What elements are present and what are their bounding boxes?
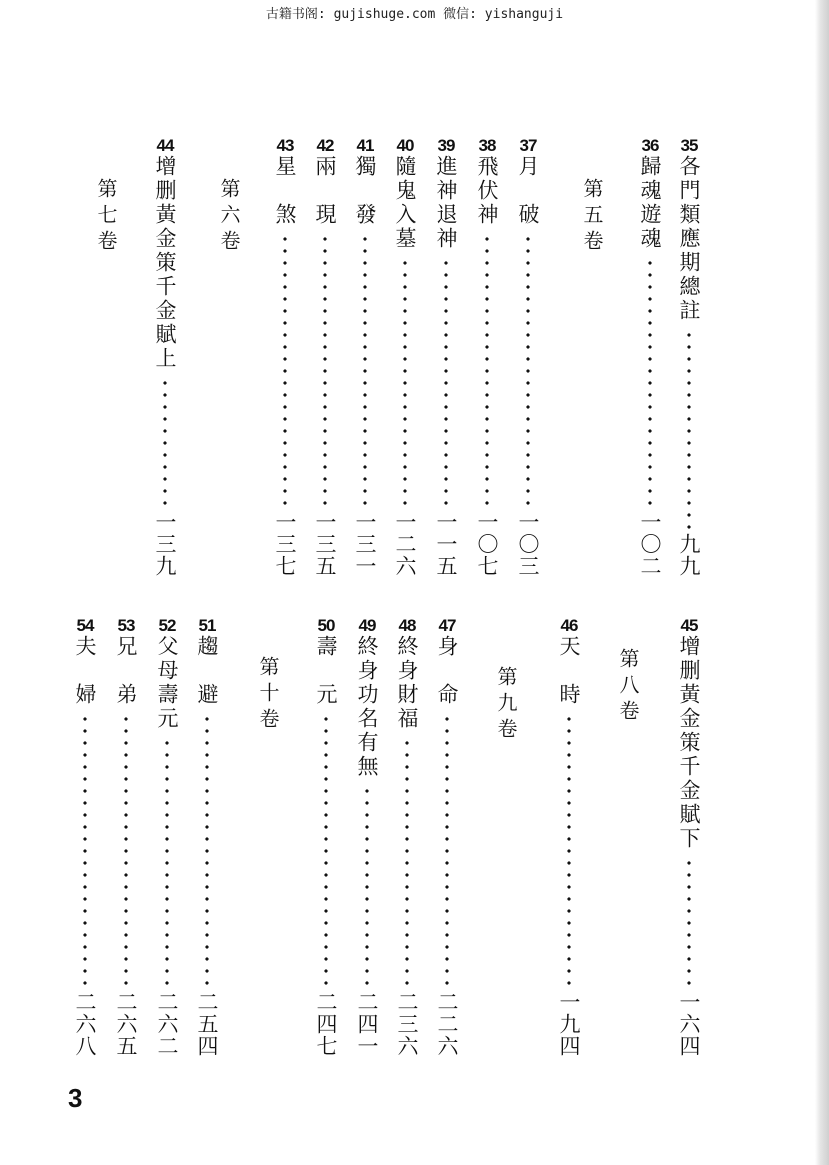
leader-dots bbox=[82, 713, 88, 987]
toc-entry-43[interactable] bbox=[268, 137, 302, 577]
toc-entry-49[interactable] bbox=[350, 617, 384, 1057]
entry-title: 終身功名有無 bbox=[355, 635, 379, 779]
entry-page: 九九 bbox=[677, 533, 701, 577]
entry-number: 50 bbox=[317, 616, 335, 635]
toc-entry-51[interactable] bbox=[190, 617, 224, 1057]
entry-number: 37 bbox=[519, 136, 537, 155]
page-edge-shadow bbox=[815, 0, 829, 1165]
leader-dots bbox=[123, 713, 129, 987]
entry-page: 一六四 bbox=[677, 991, 701, 1057]
toc-entry-45[interactable] bbox=[672, 617, 706, 1057]
entry-number: 42 bbox=[316, 136, 334, 155]
entry-title: 父母壽元 bbox=[155, 635, 179, 731]
watermark-header: 古籍书阁: gujishuge.com 微信: yishanguji bbox=[265, 7, 564, 22]
toc-entry-37[interactable] bbox=[511, 137, 545, 577]
leader-dots bbox=[282, 233, 288, 507]
leader-dots bbox=[647, 257, 653, 507]
entry-number: 47 bbox=[438, 616, 456, 635]
entry-number: 35 bbox=[680, 136, 698, 155]
entry-title: 身 命 bbox=[435, 635, 459, 707]
leader-dots bbox=[443, 257, 449, 507]
entry-page: 一三一 bbox=[353, 511, 377, 577]
page-number: 3 bbox=[68, 1083, 83, 1113]
toc-entry-53[interactable] bbox=[109, 617, 143, 1057]
entry-number: 44 bbox=[156, 136, 174, 155]
leader-dots bbox=[362, 233, 368, 507]
entry-title: 歸魂遊魂 bbox=[638, 155, 662, 251]
entry-title: 兄 弟 bbox=[114, 635, 138, 707]
entry-page: 二六五 bbox=[114, 991, 138, 1057]
entry-number: 53 bbox=[117, 616, 135, 635]
entry-title: 壽 元 bbox=[314, 635, 338, 707]
toc-entry-39[interactable] bbox=[429, 137, 463, 577]
entry-page: 二六二 bbox=[155, 991, 179, 1057]
toc-entry-46[interactable] bbox=[552, 617, 586, 1057]
entry-title: 飛伏神 bbox=[475, 155, 499, 227]
toc-entry-47[interactable] bbox=[430, 617, 464, 1057]
entry-page: 二四一 bbox=[355, 991, 379, 1057]
leader-dots bbox=[686, 329, 692, 529]
leader-dots bbox=[323, 713, 329, 987]
entry-title: 進神退神 bbox=[434, 155, 458, 251]
leader-dots bbox=[525, 233, 531, 507]
leader-dots bbox=[444, 713, 450, 987]
entry-title: 隨鬼入墓 bbox=[393, 155, 417, 251]
entry-number: 51 bbox=[198, 616, 216, 635]
toc-entry-50[interactable] bbox=[309, 617, 343, 1057]
entry-title: 終身財福 bbox=[395, 635, 419, 731]
leader-dots bbox=[164, 737, 170, 987]
leader-dots bbox=[364, 785, 370, 987]
section-heading-juan9: 第九卷 bbox=[494, 666, 518, 744]
entry-page: 一三五 bbox=[313, 511, 337, 577]
entry-title: 月 破 bbox=[516, 155, 540, 227]
entry-number: 36 bbox=[641, 136, 659, 155]
leader-dots bbox=[322, 233, 328, 507]
entry-number: 49 bbox=[358, 616, 376, 635]
entry-title: 各門類應期總註 bbox=[677, 155, 701, 323]
leader-dots bbox=[162, 377, 168, 507]
leader-dots bbox=[686, 857, 692, 987]
entry-page: 二六八 bbox=[73, 991, 97, 1057]
section-heading-juan5: 第五卷 bbox=[580, 178, 604, 256]
toc-entry-35[interactable] bbox=[672, 137, 706, 577]
section-heading-juan10: 第十卷 bbox=[256, 656, 280, 734]
entry-number: 40 bbox=[396, 136, 414, 155]
toc-entry-54[interactable] bbox=[68, 617, 102, 1057]
entry-page: 二二六 bbox=[435, 991, 459, 1057]
entry-number: 48 bbox=[398, 616, 416, 635]
entry-number: 45 bbox=[680, 616, 698, 635]
entry-title: 趨 避 bbox=[195, 635, 219, 707]
entry-title: 夫 婦 bbox=[73, 635, 97, 707]
toc-entry-44[interactable] bbox=[148, 137, 182, 577]
entry-title: 獨 發 bbox=[353, 155, 377, 227]
entry-page: 一〇七 bbox=[475, 511, 499, 577]
entry-title: 增删黃金策千金賦下 bbox=[677, 635, 701, 851]
toc-entry-52[interactable] bbox=[150, 617, 184, 1057]
entry-number: 46 bbox=[560, 616, 578, 635]
entry-title: 兩 現 bbox=[313, 155, 337, 227]
toc-entry-42[interactable] bbox=[308, 137, 342, 577]
entry-number: 39 bbox=[437, 136, 455, 155]
entry-title: 天 時 bbox=[557, 635, 581, 707]
toc-entry-41[interactable] bbox=[348, 137, 382, 577]
entry-page: 一一五 bbox=[434, 511, 458, 577]
entry-page: 一二六 bbox=[393, 511, 417, 577]
entry-number: 52 bbox=[158, 616, 176, 635]
toc-entry-40[interactable] bbox=[388, 137, 422, 577]
entry-number: 54 bbox=[76, 616, 94, 635]
toc-entry-48[interactable] bbox=[390, 617, 424, 1057]
section-heading-juan8: 第八卷 bbox=[616, 648, 640, 726]
leader-dots bbox=[484, 233, 490, 507]
entry-number: 43 bbox=[276, 136, 294, 155]
leader-dots bbox=[566, 713, 572, 987]
section-heading-juan7: 第七卷 bbox=[94, 178, 118, 256]
entry-number: 38 bbox=[478, 136, 496, 155]
toc-entry-36[interactable] bbox=[633, 137, 667, 577]
leader-dots bbox=[204, 713, 210, 987]
entry-page: 一〇二 bbox=[638, 511, 662, 577]
entry-number: 41 bbox=[356, 136, 374, 155]
entry-page: 二四七 bbox=[314, 991, 338, 1057]
section-heading-juan6: 第六卷 bbox=[217, 178, 241, 256]
entry-title: 星 煞 bbox=[273, 155, 297, 227]
entry-page: 一三九 bbox=[153, 511, 177, 577]
leader-dots bbox=[404, 737, 410, 987]
toc-entry-38[interactable] bbox=[470, 137, 504, 577]
entry-page: 一三七 bbox=[273, 511, 297, 577]
entry-page: 一九四 bbox=[557, 991, 581, 1057]
entry-title: 增删黃金策千金賦上 bbox=[153, 155, 177, 371]
entry-page: 二五四 bbox=[195, 991, 219, 1057]
leader-dots bbox=[402, 257, 408, 507]
entry-page: 二三六 bbox=[395, 991, 419, 1057]
entry-page: 一〇三 bbox=[516, 511, 540, 577]
